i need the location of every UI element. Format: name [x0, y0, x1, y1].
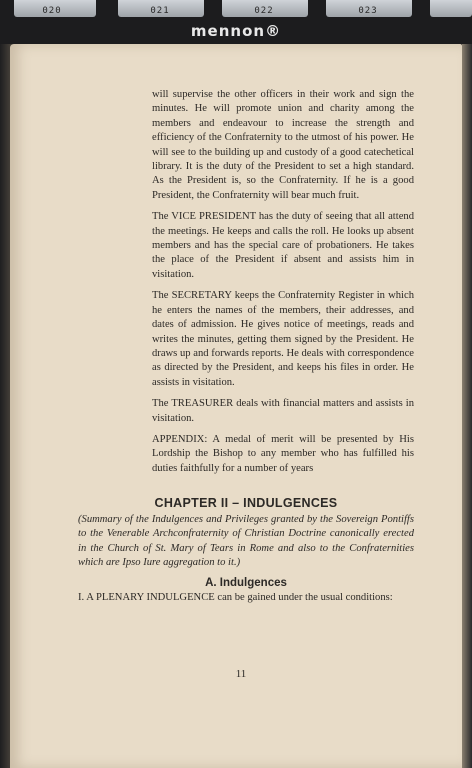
- paragraph-secretary: The SECRETARY keeps the Confraternity Register in which he enters the names of the members, their addresses, and dates of admission. He gives notice of meetings, reads and writes the minutes, getting them signed by the President. He draws up and forwards reports. He deals with correspondence as directed by the President, and keeps his files in order. He assists in visitation.: [152, 290, 414, 388]
- scanner-brand-logo: mennon®: [190, 22, 282, 40]
- paragraph-vice-president: The VICE PRESIDENT has the duty of seeing that all attend the meetings. He keeps and calls the roll. He looks up absent members and has the special care of probationers. He takes the place of the President if absent and assists him in visitation.: [152, 211, 414, 280]
- section-title: A. Indulgences: [205, 576, 287, 589]
- paragraph-appendix: APPENDIX: A medal of merit will be presented by His Lordship the Bishop to any member who has fulfilled his duties faithfully for a number of years: [152, 433, 414, 474]
- patch-number: 023: [358, 6, 378, 16]
- paragraph-president: will supervise the other officers in their work and sign the minutes. He will promote union and charity among the members and endeavour to increase the strength and efficiency of the Confraternity to the utmost of his power. He will see to the building up and custody of a good catechetical library. It is the duty of the President to set a high standard. As the President is, so the Confraternity. If he is a good President, the Confraternity will bear much fruit.: [152, 89, 414, 201]
- paragraph-treasurer: The TREASURER deals with financial matters and assists in visitation.: [152, 398, 414, 424]
- patch-number: 021: [150, 6, 170, 16]
- color-patch: [430, 0, 472, 17]
- patch-number: 020: [42, 6, 62, 16]
- plenary-indulgence-text: I. A PLENARY INDULGENCE can be gained under the usual conditions:: [78, 591, 393, 603]
- page-right-edge: [462, 44, 472, 768]
- chapter-title: CHAPTER II – INDULGENCES: [154, 496, 338, 510]
- chapter-section: [78, 496, 414, 605]
- page-body-text: [152, 88, 414, 483]
- color-checker-strip: [0, 0, 472, 50]
- chapter-summary: (Summary of the Indulgences and Privileges granted by the Sovereign Pontiffs to the Venerable Archconfraternity of Christian Doctrine canonically erected in the Church of St. Mary of Tears in Rome and also to the Confraternities which are Ipso Iure aggregation to it.): [78, 514, 414, 569]
- page-number: 11: [235, 668, 247, 680]
- patch-number: 022: [254, 6, 274, 16]
